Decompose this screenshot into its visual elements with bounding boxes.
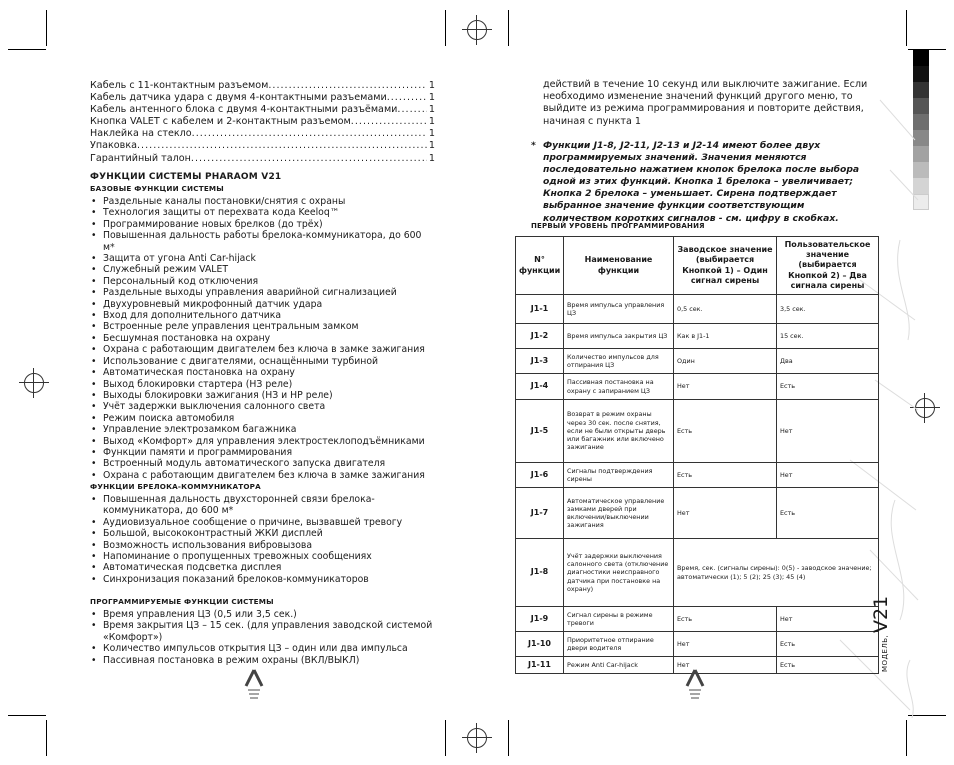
list-item: • Охрана с работающим двигателем без ключа в замке зажигания (90, 470, 435, 481)
toc-entry-title: Кнопка VALET с кабелем и 2-контактным разъемом (90, 116, 351, 128)
registration-mark-icon (467, 20, 487, 40)
crop-mark-icon (906, 10, 907, 46)
list-item: • Технология защиты от перехвата кода Keeloq™ (90, 207, 435, 218)
toc-entry-title: Кабель с 11-контактным разъемом (90, 80, 269, 91)
factory-value: Нет (674, 657, 777, 674)
crop-mark-icon (46, 720, 47, 756)
crop-mark-icon (46, 10, 47, 46)
user-value: 3,5 сек. (777, 295, 879, 324)
toc-entry-page: 1 (428, 92, 435, 104)
toc-entry-title: Упаковка (90, 140, 137, 152)
crop-mark-icon (445, 10, 446, 46)
list-item: • Выход «Комфорт» для управления электростеклоподъёмниками (90, 436, 435, 447)
list-item: • Режим поиска автомобиля (90, 413, 435, 424)
table-row (516, 374, 879, 400)
function-values: Время, сек. (сигналы сирены): 0(5) - заводское значение; автоматически (1); 5 (2); 25 (3); 45 (4) (674, 539, 879, 607)
list-item: • Большой, высококонтрастный ЖКИ дисплей (90, 528, 435, 539)
factory-value: Нет (674, 488, 777, 539)
list-item: • Функции памяти и программирования (90, 447, 435, 458)
list-item: • Управление электрозамком багажника (90, 424, 435, 435)
function-name: Количество импульсов для отпирания ЦЗ (564, 349, 674, 374)
list-item: • Охрана с работающим двигателем без ключа в замке зажигания (90, 344, 435, 355)
toc-entry-page: 1 (428, 80, 435, 91)
factory-value: 0,5 сек. (674, 295, 777, 324)
list-item: • Вход для дополнительного датчика (90, 310, 435, 321)
crop-mark-icon (508, 720, 509, 756)
factory-value: Как в J1-1 (674, 324, 777, 349)
crop-mark-icon (508, 10, 509, 46)
function-name: Возврат в режим охраны через 30 сек. после снятия, если не были открыты дверь или багажник или включено зажигание (564, 400, 674, 463)
toc-entry (90, 104, 435, 116)
note-mark: * (531, 140, 536, 151)
toc-entry (90, 92, 435, 104)
function-name: Пассивная постановка на охрану с запиранием ЦЗ (564, 374, 674, 400)
contents-list (90, 80, 435, 165)
list-item: • Служебный режим VALET (90, 264, 435, 275)
table-row (516, 488, 879, 539)
function-name: Автоматическое управление замками дверей при включении/выключении зажигания (564, 488, 674, 539)
function-number: J1-9 (516, 607, 564, 632)
toc-entry-title: Кабель датчика удара с двумя 4-контактными разъемами (90, 92, 387, 104)
function-name: Время импульса управления ЦЗ (564, 295, 674, 324)
crop-mark-icon (445, 720, 446, 756)
table-row (516, 349, 879, 374)
list-item: • Выход блокировки стартера (НЗ реле) (90, 379, 435, 390)
user-value: Нет (777, 400, 879, 463)
model-badge: МОДЕЛЬ, V21 (870, 595, 892, 672)
crop-mark-icon (8, 715, 46, 716)
list-item: • Персональный код отключения (90, 276, 435, 287)
column-header-number: N° функции (516, 237, 564, 295)
table-row (516, 400, 879, 463)
table-row (516, 463, 879, 488)
toc-entry-page: 1 (428, 116, 435, 128)
list-item: • Учёт задержки выключения салонного света (90, 401, 435, 412)
function-name: Время импульса закрытия ЦЗ (564, 324, 674, 349)
note-text: Функции J1-8, J2-11, J2-13 и J2-14 имеют более двух программируемых значений. Значения меняются последовательно нажатием кнопок брелока после выбора одной из этих функций. Кнопка 1 брелока – увеличивает; Кнопка 2 брелока – уменьшает. Сирена подтверждает выбранное значение функции соответствующим количеством коротких сигналов - см. цифру в скобках. (543, 140, 860, 224)
function-name: Сигнал сирены в режиме тревоги (564, 607, 674, 632)
list-item: • Напоминание о пропущенных тревожных сообщениях (90, 551, 435, 562)
table-title: ПЕРВЫЙ УРОВЕНЬ ПРОГРАММИРОВАНИЯ (531, 222, 705, 230)
list-item: • Использование с двигателями, оснащёнными турбиной (90, 356, 435, 367)
function-number: J1-4 (516, 374, 564, 400)
list-item: • Двухуровневый микрофонный датчик удара (90, 299, 435, 310)
user-value: Два (777, 349, 879, 374)
list-item: • Встроенные реле управления центральным замком (90, 321, 435, 332)
list-item: • Автоматическая подсветка дисплея (90, 562, 435, 573)
toc-entry (90, 116, 435, 128)
factory-value: Один (674, 349, 777, 374)
user-value: Есть (777, 488, 879, 539)
pager-functions-title: ФУНКЦИИ БРЕЛОКА-КОММУНИКАТОРА (90, 482, 261, 491)
function-number: J1-2 (516, 324, 564, 349)
toc-entry-title: Наклейка на стекло (90, 128, 192, 140)
basic-functions-title: БАЗОВЫЕ ФУНКЦИИ СИСТЕМЫ (90, 184, 224, 193)
column-header-factory: Заводское значение (выбирается Кнопкой 1) – Один сигнал сирены (674, 237, 777, 295)
toc-entry (90, 80, 435, 92)
function-number: J1-3 (516, 349, 564, 374)
list-item: • Автоматическая постановка на охрану (90, 367, 435, 378)
user-value: Нет (777, 463, 879, 488)
user-value: Есть (777, 632, 879, 657)
logo-icon (243, 668, 265, 702)
user-value: 15 сек. (777, 324, 879, 349)
function-name: Приоритетное отпирание двери водителя (564, 632, 674, 657)
registration-mark-icon (24, 373, 44, 393)
list-item: • Возможность использования вибровызова (90, 540, 435, 551)
factory-value: Нет (674, 632, 777, 657)
column-header-user: Пользовательское значение (выбирается Кнопкой 2) – Два сигнала сирены (777, 237, 879, 295)
list-item: • Программирование новых брелков (до трёх) (90, 219, 435, 230)
function-name: Учёт задержки выключения салонного света (отключение диагностики неисправного датчика при постановке на охрану) (564, 539, 674, 607)
list-item: • Время закрытия ЦЗ – 15 сек. (для управления заводской системой «Комфорт») (90, 620, 435, 643)
toc-entry (90, 128, 435, 140)
model-value: V21 (870, 595, 892, 634)
user-value: Есть (777, 657, 879, 674)
list-item: • Количество импульсов открытия ЦЗ – один или два импульса (90, 643, 435, 654)
logo-icon (684, 668, 706, 702)
toc-entry-title: Гарантийный талон (90, 152, 191, 164)
user-value: Нет (777, 607, 879, 632)
table-row (516, 295, 879, 324)
toc-entry-page: 1 (428, 128, 435, 140)
programming-note (531, 140, 876, 225)
list-item: • Время управления ЦЗ (0,5 или 3,5 сек.) (90, 609, 435, 620)
table-row (516, 539, 879, 607)
list-item: • Повышенная дальность двухсторонней связи брелока-коммуникатора, до 600 м* (90, 494, 435, 517)
list-item: • Встроенный модуль автоматического запуска двигателя (90, 458, 435, 469)
user-value: Есть (777, 374, 879, 400)
list-item: • Пассивная постановка в режим охраны (ВКЛ/ВЫКЛ) (90, 655, 435, 666)
factory-value: Есть (674, 400, 777, 463)
list-item: • Выходы блокировки зажигания (НЗ и НР реле) (90, 390, 435, 401)
factory-value: Есть (674, 463, 777, 488)
programmable-functions-list (90, 609, 435, 666)
toc-entry-title: Кабель антенного блока с двумя 4-контактными разъёмами (90, 104, 398, 116)
function-name: Режим Anti Car-hijack (564, 657, 674, 674)
section-title: ФУНКЦИИ СИСТЕМЫ PHARAOM V21 (90, 172, 282, 182)
list-item: • Аудиовизуальное сообщение о причине, вызвавшей тревогу (90, 517, 435, 528)
table-row (516, 607, 879, 632)
continuation-text: действий в течение 10 секунд или выключите зажигание. Если необходимо изменение значений функций другого меню, то выйдите из режима программирования и повторите действия, начиная с пункта 1 (543, 79, 868, 127)
crop-mark-icon (906, 720, 907, 756)
model-label: МОДЕЛЬ (881, 637, 889, 672)
toc-entry (90, 153, 435, 165)
function-number: J1-10 (516, 632, 564, 657)
toc-entry (90, 140, 435, 152)
registration-mark-icon (467, 728, 487, 748)
column-header-name: Наименование функции (564, 237, 674, 295)
toc-entry-page: 1 (428, 140, 435, 152)
list-item: • Повышенная дальность работы брелока-коммуникатора, до 600 м* (90, 230, 435, 253)
crop-mark-icon (8, 49, 46, 50)
list-item: • Защита от угона Anti Car-hijack (90, 253, 435, 264)
list-item: • Синхронизация показаний брелоков-коммуникаторов (90, 574, 435, 585)
list-item: • Раздельные выходы управления аварийной сигнализацией (90, 287, 435, 298)
factory-value: Есть (674, 607, 777, 632)
programmable-functions-title: ПРОГРАММИРУЕМЫЕ ФУНКЦИИ СИСТЕМЫ (90, 597, 274, 606)
table-row (516, 324, 879, 349)
function-name: Сигналы подтверждения сирены (564, 463, 674, 488)
function-number: J1-5 (516, 400, 564, 463)
factory-value: Нет (674, 374, 777, 400)
function-number: J1-7 (516, 488, 564, 539)
list-item: • Бесшумная постановка на охрану (90, 333, 435, 344)
function-number: J1-11 (516, 657, 564, 674)
pager-functions-list (90, 494, 435, 585)
toc-entry-page: 1 (428, 104, 435, 116)
table-row (516, 632, 879, 657)
programming-table (515, 236, 879, 674)
toc-entry-page: 1 (428, 152, 435, 164)
function-number: J1-1 (516, 295, 564, 324)
function-number: J1-8 (516, 539, 564, 607)
list-item: • Раздельные каналы постановки/снятия с охраны (90, 196, 435, 207)
function-number: J1-6 (516, 463, 564, 488)
basic-functions-list (90, 196, 435, 481)
